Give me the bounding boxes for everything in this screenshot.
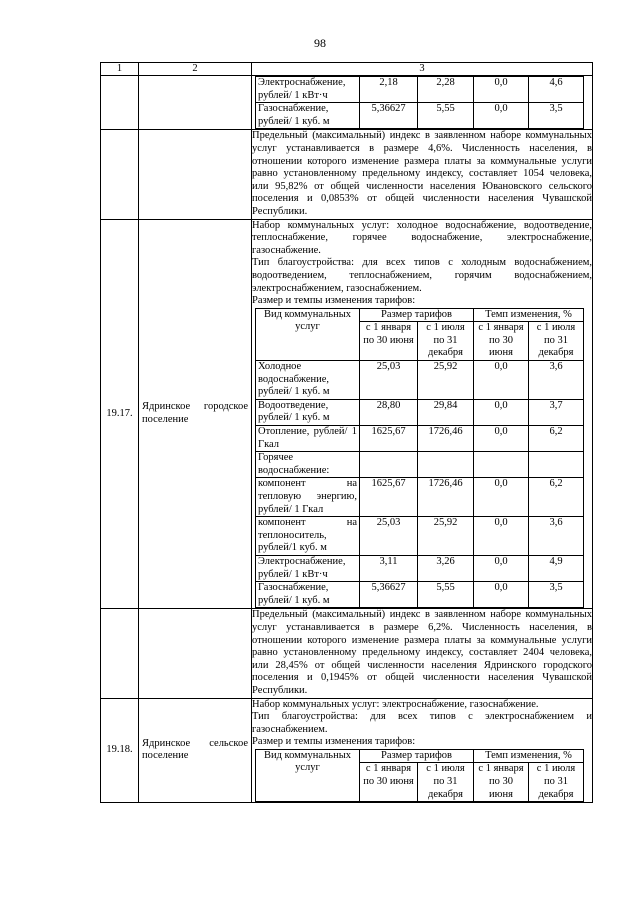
services-set: Набор коммунальных услуг: холодное водоснабжение, водоотведение, теплоснабжение, горячее водоснабжение, электроснабжение, газоснабжение. — [252, 219, 592, 256]
table-row — [256, 517, 584, 556]
value-cell: 0,0 — [474, 361, 529, 400]
period-1: с 1 января по 30 июня — [360, 763, 418, 802]
col-size: Размер тарифов — [360, 308, 474, 322]
header-col-3: 3 — [252, 63, 593, 76]
period-2: с 1 июля по 31 декабря — [418, 322, 474, 361]
service-name: Отопление, рублей/ 1 Гкал — [256, 426, 360, 452]
value-cell: 6,2 — [529, 478, 584, 517]
row-19-17-note — [101, 609, 593, 698]
value-cell: 4,9 — [529, 555, 584, 581]
value-cell: 5,55 — [418, 103, 474, 129]
col-kind: Вид коммунальных услуг — [256, 749, 360, 801]
table-row — [256, 361, 584, 400]
value-cell: 3,5 — [529, 582, 584, 608]
value-cell: 0,0 — [474, 582, 529, 608]
value-cell: 1726,46 — [418, 426, 474, 452]
tariff-table-19-17 — [255, 308, 584, 609]
service-name: Водоотведение, рублей/ 1 куб. м — [256, 399, 360, 425]
value-cell: 3,5 — [529, 103, 584, 129]
value-cell: 0,0 — [474, 103, 529, 129]
limit-index-note: Предельный (максимальный) индекс в заявленном наборе коммунальных услуг устанавливается в размере 4,6%. Численность населения, в отношении которого изменение размера платы за коммунальные услуги равно установленному предельному индексу, составляет 1054 человека, или 95,82% от общей численности населения Ювановского сельского поселения и 0,0853% от общей численности населения Чувашской Республики. — [252, 130, 593, 219]
tariffs-caption: Размер и темпы изменения тарифов: — [252, 736, 416, 748]
service-name: Электроснабжение, рублей/ 1 кВт·ч — [256, 77, 360, 103]
table-row — [256, 77, 584, 103]
service-name: компонент на тепловую энергию, рублей/ 1 Гкал — [256, 478, 360, 517]
value-cell: 0,0 — [474, 399, 529, 425]
header-row — [101, 63, 593, 76]
table-row — [256, 399, 584, 425]
value-cell: 25,92 — [418, 361, 474, 400]
period-4: с 1 июля по 31 декабря — [529, 763, 584, 802]
value-cell: 0,0 — [474, 426, 529, 452]
value-cell: 2,28 — [418, 77, 474, 103]
value-cell — [360, 452, 418, 478]
service-name: Холодное водоснабжение, рублей/ 1 куб. м — [256, 361, 360, 400]
value-cell: 28,80 — [360, 399, 418, 425]
row-19-18 — [101, 698, 593, 803]
value-cell: 1726,46 — [418, 478, 474, 517]
value-cell: 3,7 — [529, 399, 584, 425]
settlement-name: Ядринское городское поселение — [139, 219, 252, 609]
value-cell: 3,6 — [529, 361, 584, 400]
value-cell: 25,92 — [418, 517, 474, 556]
period-1: с 1 января по 30 июня — [360, 322, 418, 361]
service-name: Газоснабжение, рублей/ 1 куб. м — [256, 582, 360, 608]
value-cell — [474, 452, 529, 478]
value-cell: 1625,67 — [360, 478, 418, 517]
value-cell: 25,03 — [360, 517, 418, 556]
value-cell: 29,84 — [418, 399, 474, 425]
period-4: с 1 июля по 31 декабря — [529, 322, 584, 361]
table-row — [256, 555, 584, 581]
value-cell: 0,0 — [474, 77, 529, 103]
row-number: 19.18. — [101, 698, 139, 803]
value-cell: 25,03 — [360, 361, 418, 400]
period-3: с 1 января по 30 июня — [474, 322, 529, 361]
value-cell: 3,26 — [418, 555, 474, 581]
period-2: с 1 июля по 31 декабря — [418, 763, 474, 802]
col-rate: Темп изменения, % — [474, 308, 584, 322]
continued-note-row — [101, 130, 593, 219]
table-row — [256, 103, 584, 129]
value-cell: 0,0 — [474, 478, 529, 517]
tariffs-caption: Размер и темпы изменения тарифов: — [252, 295, 416, 307]
row-19-17 — [101, 219, 593, 609]
value-cell: 6,2 — [529, 426, 584, 452]
service-name: Электроснабжение, рублей/ 1 кВт·ч — [256, 555, 360, 581]
header-col-2: 2 — [139, 63, 252, 76]
value-cell — [529, 452, 584, 478]
service-name: Горячее водоснабжение: — [256, 452, 360, 478]
table-header-row — [256, 749, 584, 763]
header-col-1: 1 — [101, 63, 139, 76]
value-cell — [418, 452, 474, 478]
col-rate: Темп изменения, % — [474, 749, 584, 763]
value-cell: 5,36627 — [360, 103, 418, 129]
tariff-table — [100, 62, 593, 803]
improvement-type: Тип благоустройства: для всех типов с электроснабжением и газоснабжением. — [252, 711, 592, 735]
row-number: 19.17. — [101, 219, 139, 609]
value-cell: 3,6 — [529, 517, 584, 556]
continued-row — [101, 76, 593, 130]
value-cell: 1625,67 — [360, 426, 418, 452]
page-number: 98 — [314, 36, 326, 50]
table-header-row — [256, 308, 584, 322]
value-cell: 4,6 — [529, 77, 584, 103]
improvement-type: Тип благоустройства: для всех типов с холодным водоснабжением, водоотведением, теплоснабжением, горячим водоснабжением, электроснабжением, газоснабжением. — [252, 257, 592, 294]
table-row — [256, 426, 584, 452]
table-row — [256, 452, 584, 478]
services-set: Набор коммунальных услуг: электроснабжение, газоснабжение. — [252, 698, 539, 710]
col-size: Размер тарифов — [360, 749, 474, 763]
tariff-table-19-18 — [255, 749, 584, 802]
value-cell: 2,18 — [360, 77, 418, 103]
col-kind: Вид коммунальных услуг — [256, 308, 360, 360]
table-row — [256, 478, 584, 517]
value-cell: 0,0 — [474, 555, 529, 581]
table-row — [256, 582, 584, 608]
continued-tariff-table — [255, 76, 584, 129]
value-cell: 5,36627 — [360, 582, 418, 608]
limit-index-note: Предельный (максимальный) индекс в заявленном наборе коммунальных услуг устанавливается в размере 6,2%. Численность населения, в отношении которого изменение размера платы за коммунальные услуги равно установленному предельному индексу, составляет 2404 человека, или 28,45% от общей численности населения Ядринского городского поселения и 0,1945% от общей численности населения Чувашской Республики. — [252, 609, 593, 698]
period-3: с 1 января по 30 июня — [474, 763, 529, 802]
service-name: компонент на теплоноситель, рублей/1 куб. м — [256, 517, 360, 556]
settlement-name: Ядринское сельское поселение — [139, 698, 252, 803]
value-cell: 0,0 — [474, 517, 529, 556]
value-cell: 3,11 — [360, 555, 418, 581]
service-name: Газоснабжение, рублей/ 1 куб. м — [256, 103, 360, 129]
value-cell: 5,55 — [418, 582, 474, 608]
